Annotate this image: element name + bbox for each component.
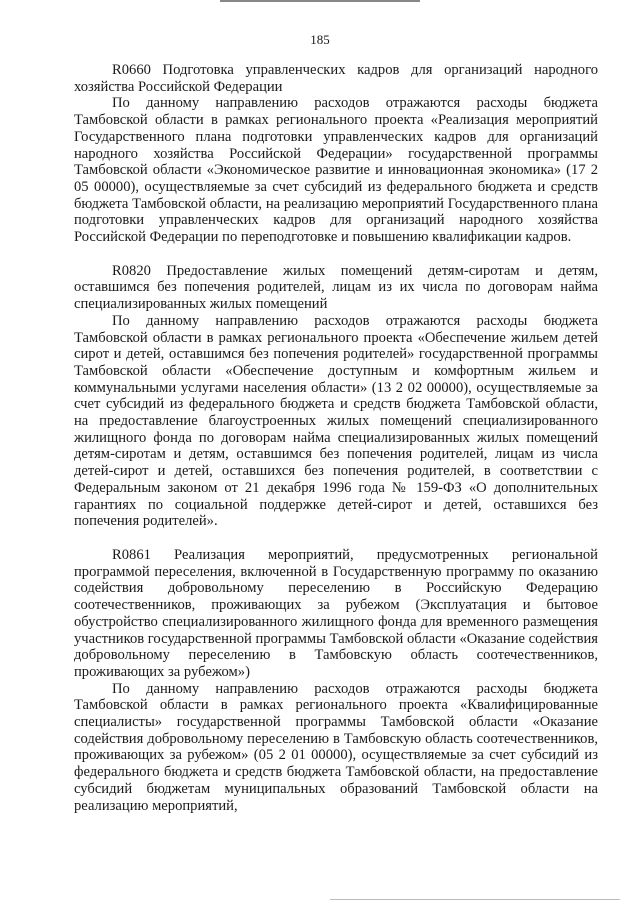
section-body-r0660: По данному направлению расходов отражаются расходы бюджета Тамбовской области в рамках регионального проекта «Реализация мероприятий Государственного плана подготовки управленческих кадров для организаций народного хозяйства Российской Федерации» государственной программы Тамбовской области «Экономическое развитие и инновационная экономика» (17 2 05 00000), осуществляемые за счет субсидий из федерального бюджета и средств бюджета Тамбовской области, на реализацию мероприятий Государственного плана подготовки управленческих кадров для организаций народного хозяйства Российской Федерации по переподготовке и повышению квалификации кадров. — [74, 95, 598, 246]
section-heading-r0861: R0861 Реализация мероприятий, предусмотренных региональной программой переселения, включенной в Государственную программу по оказанию содействия добровольному переселению в Российскую Федерацию соотечественников, проживающих за рубежом (Эксплуатация и бытовое обустройство специализированного жилищного фонда для временного размещения участников государственной программы Тамбовской области «Оказание содействия добровольному переселению в Тамбовскую область соотечественников, проживающих за рубежом») — [74, 546, 598, 680]
section-body-r0820: По данному направлению расходов отражаются расходы бюджета Тамбовской области в рамках регионального проекта «Обеспечение жильем детей сирот и детей, оставшимся без попечения родителей» государственной программы Тамбовской области «Обеспечение доступным и комфортным жильем и коммунальными услугами населения области» (13 2 02 00000), осуществляемые за счет субсидий из федерального бюджета и средств бюджета Тамбовской области, на предоставление благоустроенных жилых помещений специализированного жилищного фонда по договорам найма специализированных жилых помещений детям-сиротам и детям, оставшимся без попечения родителей, лицам из числа детей-сирот и детей, оставшихся без попечения родителей, в соответствии с Федеральным законом от 21 декабря 1996 года № 159-ФЗ «О дополнительных гарантиях по социальной поддержке детей-сирот и детей, оставшихся без попечения родителей». — [74, 312, 598, 530]
page-number: 185 — [310, 32, 330, 47]
paragraph-gap — [74, 246, 598, 263]
section-heading-r0820: R0820 Предоставление жилых помещений детям-сиротам и детям, оставшимся без попечения родителей, лицам из их числа по договорам найма специализированных жилых помещений — [74, 262, 598, 313]
scan-edge-top — [220, 0, 420, 2]
paragraph-gap — [74, 530, 598, 547]
document-body — [74, 62, 598, 814]
scan-edge-bottom — [330, 899, 620, 900]
section-heading-r0660: R0660 Подготовка управленческих кадров для организаций народного хозяйства Российской Федерации — [74, 62, 598, 95]
section-body-r0861: По данному направлению расходов отражаются расходы бюджета Тамбовской области в рамках регионального проекта «Квалифицированные специалисты» государственной программы Тамбовской области «Оказание содействия добровольному переселению в Тамбовскую область соотечественников, проживающих за рубежом» (05 2 01 00000), осуществляемые за счет субсидий из федерального бюджета и средств бюджета Тамбовской области, на предоставление субсидий бюджетам муниципальных образований Тамбовской области на реализацию мероприятий, — [74, 680, 598, 814]
